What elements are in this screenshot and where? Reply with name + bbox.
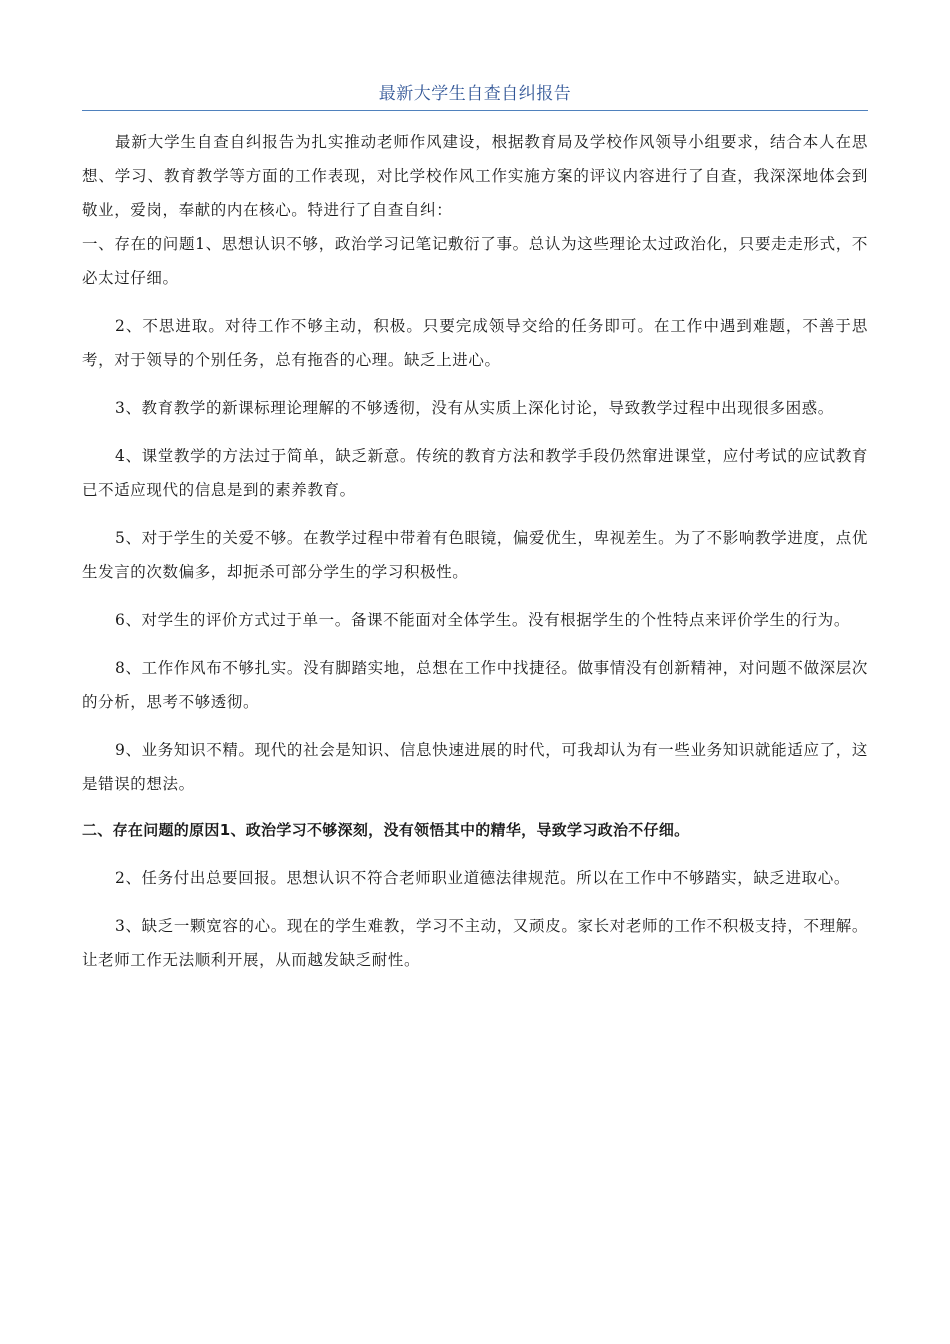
section-1-item-9: 9、业务知识不精。现代的社会是知识、信息快速进展的时代，可我却认为有一些业务知识就能适应了，这是错误的想法。: [82, 741, 868, 793]
section-1-item-2: 2、不思进取。对待工作不够主动，积极。只要完成领导交给的任务即可。在工作中遇到难题，不善于思考，对于领导的个别任务，总有拖沓的心理。缺乏上进心。: [82, 317, 868, 369]
section-1-item-6: 6、对学生的评价方式过于单一。备课不能面对全体学生。没有根据学生的个性特点来评价学生的行为。: [115, 611, 850, 629]
section-2-heading: 二、存在问题的原因1、政治学习不够深刻，没有领悟其中的精华，导致学习政治不仔细。: [82, 821, 690, 839]
section-2-item-2: 2、任务付出总要回报。思想认识不符合老师职业道德法律规范。所以在工作中不够踏实，缺乏进取心。: [115, 869, 850, 887]
document-page: [82, 80, 868, 977]
intro-paragraph: 最新大学生自查自纠报告为扎实推动老师作风建设，根据教育局及学校作风领导小组要求，结合本人在思想、学习、教育教学等方面的工作表现，对比学校作风工作实施方案的评议内容进行了自查，我深深地体会到敬业，爱岗，奉献的内在核心。特进行了自查自纠：: [82, 133, 868, 219]
section-2-item-3: 3、缺乏一颗宽容的心。现在的学生难教，学习不主动，又顽皮。家长对老师的工作不积极支持，不理解。让老师工作无法顺利开展，从而越发缺乏耐性。: [82, 917, 868, 969]
section-1-first-paragraph: 一、存在的问题1、思想认识不够，政治学习记笔记敷衍了事。总认为这些理论太过政治化，只要走走形式，不必太过仔细。: [82, 235, 868, 287]
section-1-item-3: 3、教育教学的新课标理论理解的不够透彻，没有从实质上深化讨论，导致教学过程中出现很多困惑。: [115, 399, 834, 417]
section-1-item-8: 8、工作作风布不够扎实。没有脚踏实地，总想在工作中找捷径。做事情没有创新精神，对问题不做深层次的分析，思考不够透彻。: [82, 659, 868, 711]
section-1-item-5: 5、对于学生的关爱不够。在教学过程中带着有色眼镜，偏爱优生，卑视差生。为了不影响教学进度，点优生发言的次数偏多，却扼杀可部分学生的学习积极性。: [82, 529, 868, 581]
document-title: 最新大学生自查自纠报告: [82, 80, 868, 111]
section-1-item-4: 4、课堂教学的方法过于简单，缺乏新意。传统的教育方法和教学手段仍然窜进课堂，应付考试的应试教育已不适应现代的信息是到的素养教育。: [82, 447, 868, 499]
